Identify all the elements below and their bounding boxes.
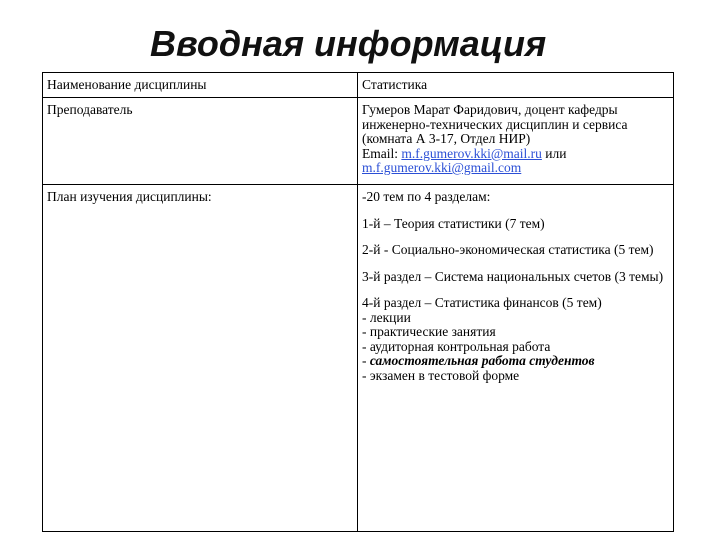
plan-section-4 xyxy=(362,296,669,383)
info-table xyxy=(42,72,674,532)
plan-label: План изучения дисциплины: xyxy=(43,185,358,532)
email-separator: или xyxy=(541,145,567,161)
plan-content xyxy=(358,185,674,532)
list-item: - лекции xyxy=(362,309,411,325)
list-item-highlight xyxy=(362,354,669,369)
discipline-value: Статистика xyxy=(358,73,674,98)
email-link-gmail[interactable]: m.f.gumerov.kki@gmail.com xyxy=(362,160,522,175)
email-link-mail[interactable]: m.f.gumerov.kki@mail.ru xyxy=(401,145,542,161)
table-row-plan xyxy=(43,185,674,532)
highlight-text: самостоятельная работа студентов xyxy=(369,353,595,368)
plan-section-2: 2-й - Социально-экономическая статистика (5 тем) xyxy=(362,242,654,257)
discipline-label: Наименование дисциплины xyxy=(43,73,358,98)
email-prefix: Email: xyxy=(362,145,402,161)
teacher-info xyxy=(358,98,674,185)
teacher-label: Преподаватель xyxy=(43,98,358,185)
highlight-prefix: - xyxy=(362,353,370,368)
table-row-discipline xyxy=(43,73,674,98)
teacher-name: Гумеров Марат Фаридович, доцент кафедры инженерно-технических дисциплин и сервиса (комната А 3-17, Отдел НИР) xyxy=(362,102,628,146)
list-item: - аудиторная контрольная работа xyxy=(362,338,551,354)
plan-section-4-title: 4-й раздел – Статистика финансов (5 тем) xyxy=(362,295,602,310)
plan-section-1: 1-й – Теория статистики (7 тем) xyxy=(362,215,545,231)
plan-section-3: 3-й раздел – Система национальных счетов (3 темы) xyxy=(362,268,664,284)
plan-activities-list xyxy=(362,311,669,384)
list-item: - практические занятия xyxy=(362,324,496,339)
table-row-teacher xyxy=(43,98,674,185)
plan-summary: -20 тем по 4 разделам: xyxy=(362,189,491,204)
page-title: Вводная информация xyxy=(150,23,547,64)
list-item: - экзамен в тестовой форме xyxy=(362,367,520,383)
